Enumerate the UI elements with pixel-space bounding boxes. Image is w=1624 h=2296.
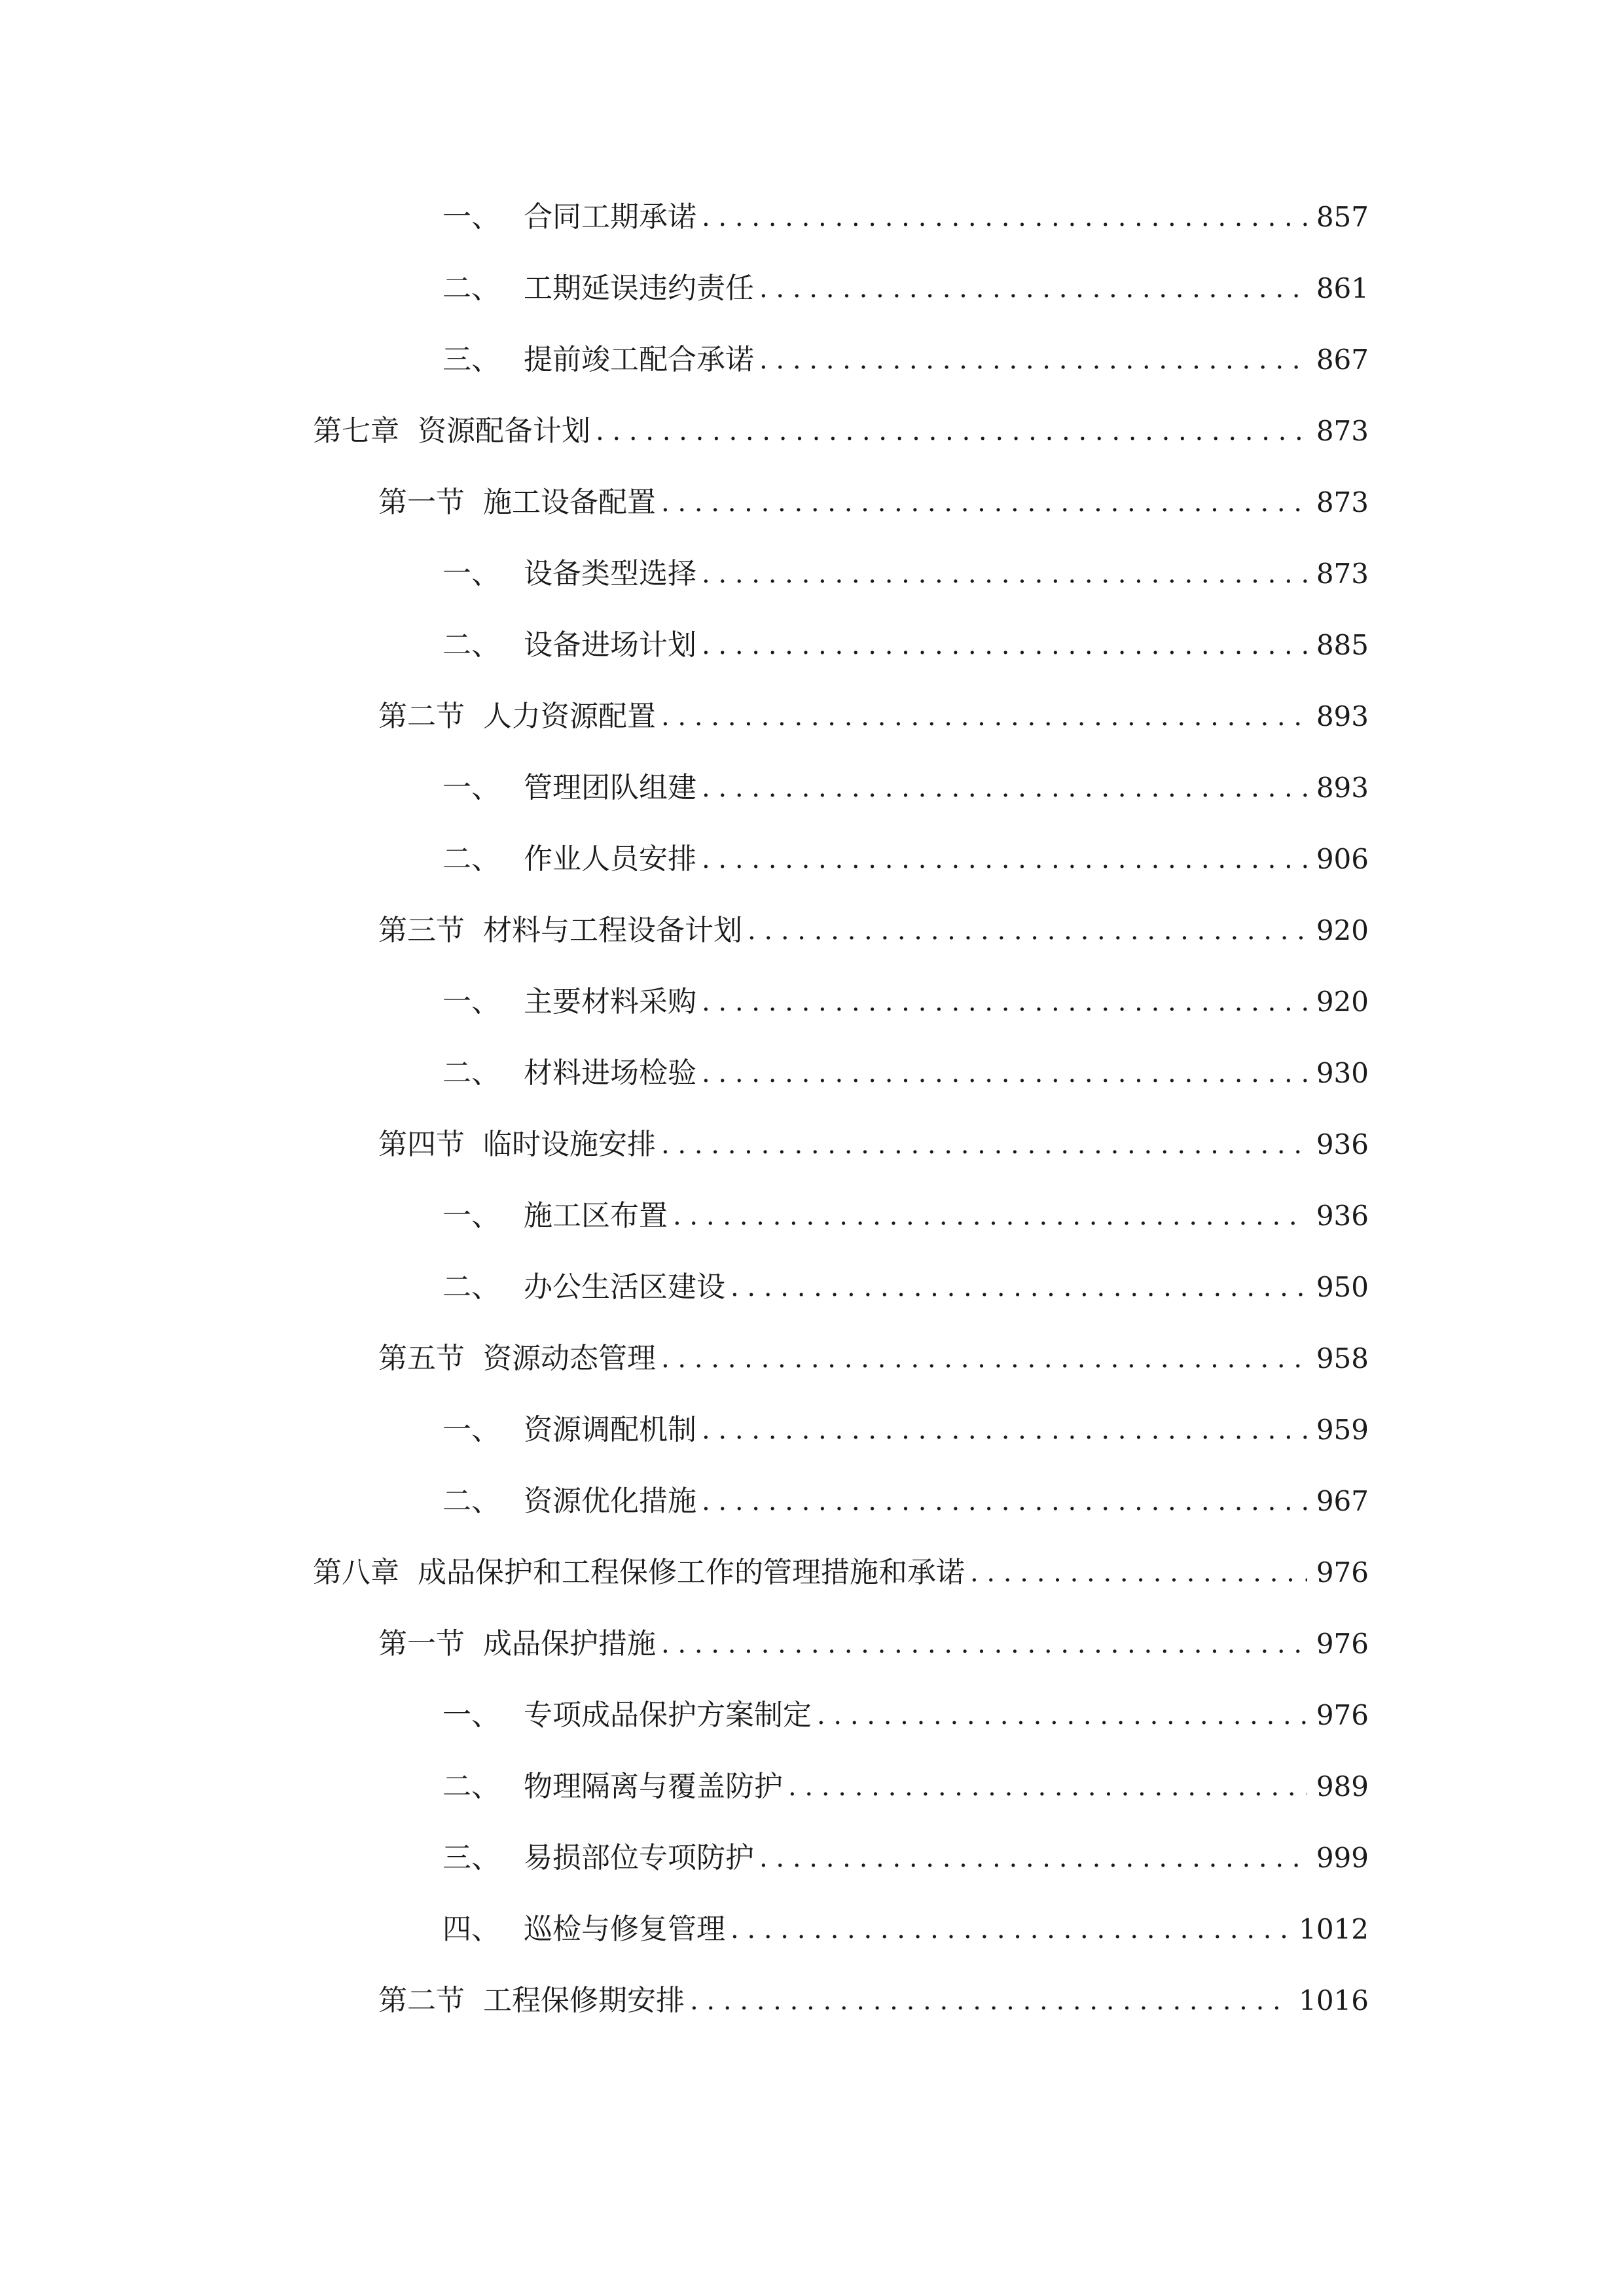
toc-entry-number: 第一节 bbox=[378, 486, 465, 519]
toc-entry-title: 巡检与修复管理 bbox=[524, 1912, 725, 1946]
toc-entry-title: 合同工期承诺 bbox=[524, 200, 696, 234]
toc-chapter-entry[interactable] bbox=[313, 405, 1369, 457]
toc-entry[interactable] bbox=[442, 334, 1369, 386]
toc-entry-title: 临时设施安排 bbox=[483, 1128, 656, 1161]
toc-section-entry[interactable] bbox=[378, 476, 1369, 529]
toc-entry-title: 主要材料采购 bbox=[524, 985, 696, 1018]
toc-entry-page: 976 bbox=[1316, 1699, 1369, 1731]
toc-section-entry[interactable] bbox=[378, 1119, 1369, 1171]
toc-section-entry[interactable] bbox=[378, 1333, 1369, 1385]
dot-leader bbox=[731, 1903, 1290, 1956]
toc-entry-number: 二、 bbox=[442, 1770, 500, 1803]
toc-section-entry[interactable] bbox=[378, 905, 1369, 957]
toc-entry-title: 设备进场计划 bbox=[524, 628, 696, 662]
toc-entry-page: 893 bbox=[1316, 772, 1369, 804]
toc-section-entry[interactable] bbox=[378, 1975, 1369, 2027]
toc-entry-title: 施工区布置 bbox=[524, 1199, 668, 1232]
dot-leader bbox=[702, 619, 1307, 672]
toc-entry-page: 893 bbox=[1316, 700, 1369, 732]
dot-leader bbox=[970, 1547, 1307, 1599]
toc-entry-number: 一、 bbox=[442, 771, 500, 804]
dot-leader bbox=[661, 1119, 1307, 1171]
toc-entry-page: 936 bbox=[1316, 1200, 1369, 1232]
toc-entry-number: 第一节 bbox=[378, 1627, 465, 1660]
toc-entry-title: 作业人员安排 bbox=[524, 842, 696, 876]
toc-entry-page: 873 bbox=[1316, 486, 1369, 518]
toc-entry-number: 一、 bbox=[442, 985, 500, 1018]
toc-entry[interactable] bbox=[442, 833, 1369, 886]
toc-entry-number: 第二节 bbox=[378, 700, 465, 733]
dot-leader bbox=[661, 476, 1307, 529]
toc-entry-title: 易损部位专项防护 bbox=[524, 1841, 754, 1874]
toc-entry-page: 906 bbox=[1316, 843, 1369, 875]
toc-entry[interactable] bbox=[442, 548, 1369, 600]
dot-leader bbox=[661, 1618, 1307, 1670]
toc-chapter-entry[interactable] bbox=[313, 1547, 1369, 1599]
dot-leader bbox=[673, 1190, 1307, 1242]
dot-leader bbox=[759, 334, 1307, 386]
toc-entry-page: 936 bbox=[1316, 1128, 1369, 1160]
dot-leader bbox=[596, 405, 1307, 457]
toc-entry-number: 一、 bbox=[442, 1698, 500, 1732]
toc-entry[interactable] bbox=[442, 1832, 1369, 1884]
dot-leader bbox=[731, 1261, 1307, 1314]
toc-entry-number: 第三节 bbox=[378, 914, 465, 947]
toc-entry-title: 材料进场检验 bbox=[524, 1056, 696, 1090]
toc-entry-page: 873 bbox=[1316, 558, 1369, 590]
dot-leader bbox=[759, 1832, 1307, 1884]
toc-entry-number: 四、 bbox=[442, 1912, 500, 1946]
toc-entry-page: 950 bbox=[1316, 1271, 1369, 1303]
toc-entry-number: 二、 bbox=[442, 272, 500, 305]
dot-leader bbox=[661, 691, 1307, 743]
toc-entry-number: 二、 bbox=[442, 1484, 500, 1518]
toc-entry-page: 857 bbox=[1316, 201, 1369, 233]
toc-entry-title: 人力资源配置 bbox=[483, 700, 656, 733]
toc-entry[interactable] bbox=[442, 762, 1369, 814]
toc-entry-title: 资源动态管理 bbox=[483, 1342, 656, 1375]
toc-entry-page: 967 bbox=[1316, 1485, 1369, 1517]
toc-entry-number: 一、 bbox=[442, 200, 500, 234]
toc-entry-number: 一、 bbox=[442, 1413, 500, 1446]
toc-entry-page: 930 bbox=[1316, 1057, 1369, 1089]
toc-entry-page: 958 bbox=[1316, 1342, 1369, 1374]
dot-leader bbox=[702, 1047, 1307, 1100]
toc-entry[interactable] bbox=[442, 1190, 1369, 1242]
toc-entry[interactable] bbox=[442, 1903, 1369, 1956]
dot-leader bbox=[690, 1975, 1290, 2027]
toc-entry-title: 提前竣工配合承诺 bbox=[524, 343, 754, 376]
toc-entry[interactable] bbox=[442, 976, 1369, 1028]
dot-leader bbox=[702, 191, 1307, 243]
toc-entry-number: 一、 bbox=[442, 557, 500, 590]
toc-entry-page: 959 bbox=[1316, 1414, 1369, 1446]
toc-entry-title: 资源配备计划 bbox=[418, 414, 590, 448]
toc-entry-number: 第二节 bbox=[378, 1984, 465, 2017]
dot-leader bbox=[702, 833, 1307, 886]
toc-entry-number: 第五节 bbox=[378, 1342, 465, 1375]
toc-entry[interactable] bbox=[442, 1761, 1369, 1813]
toc-entry-number: 第四节 bbox=[378, 1128, 465, 1161]
toc-section-entry[interactable] bbox=[378, 691, 1369, 743]
toc-entry-page: 885 bbox=[1316, 629, 1369, 661]
toc-entry[interactable] bbox=[442, 1261, 1369, 1314]
toc-entry-page: 861 bbox=[1316, 272, 1369, 304]
toc-entry-title: 成品保护和工程保修工作的管理措施和承诺 bbox=[418, 1556, 965, 1589]
toc-entry[interactable] bbox=[442, 619, 1369, 672]
toc-entry-number: 二、 bbox=[442, 1270, 500, 1304]
toc-entry[interactable] bbox=[442, 1689, 1369, 1742]
toc-entry-page: 976 bbox=[1316, 1556, 1369, 1588]
toc-entry-number: 三、 bbox=[442, 1841, 500, 1874]
toc-entry-page: 999 bbox=[1316, 1842, 1369, 1874]
toc-entry-title: 管理团队组建 bbox=[524, 771, 696, 804]
toc-entry-title: 专项成品保护方案制定 bbox=[524, 1698, 812, 1732]
dot-leader bbox=[702, 1475, 1307, 1528]
toc-entry-page: 1016 bbox=[1299, 1984, 1369, 2017]
dot-leader bbox=[702, 762, 1307, 814]
toc-entry-page: 873 bbox=[1316, 415, 1369, 447]
toc-entry[interactable] bbox=[442, 191, 1369, 243]
toc-entry-title: 办公生活区建设 bbox=[524, 1270, 725, 1304]
toc-entry-number: 第七章 bbox=[313, 414, 399, 448]
toc-entry-title: 成品保护措施 bbox=[483, 1627, 656, 1660]
toc-entry-page: 920 bbox=[1316, 986, 1369, 1018]
toc-entry-title: 设备类型选择 bbox=[524, 557, 696, 590]
toc-entry-number: 第八章 bbox=[313, 1556, 399, 1589]
toc-entry-title: 施工设备配置 bbox=[483, 486, 656, 519]
dot-leader bbox=[702, 548, 1307, 600]
dot-leader bbox=[661, 1333, 1307, 1385]
toc-entry-number: 三、 bbox=[442, 343, 500, 376]
toc-entry-number: 二、 bbox=[442, 1056, 500, 1090]
toc-entry-page: 989 bbox=[1316, 1770, 1369, 1803]
toc-entry-title: 工期延误违约责任 bbox=[524, 272, 754, 305]
toc-entry[interactable] bbox=[442, 262, 1369, 315]
toc-entry[interactable] bbox=[442, 1475, 1369, 1528]
toc-entry-number: 二、 bbox=[442, 842, 500, 876]
dot-leader bbox=[702, 1404, 1307, 1456]
toc-entry-page: 976 bbox=[1316, 1628, 1369, 1660]
dot-leader bbox=[788, 1761, 1307, 1813]
toc-entry-title: 物理隔离与覆盖防护 bbox=[524, 1770, 783, 1803]
toc-entry-title: 工程保修期安排 bbox=[483, 1984, 685, 2017]
toc-entry-title: 材料与工程设备计划 bbox=[483, 914, 742, 947]
toc-entry-page: 1012 bbox=[1299, 1913, 1369, 1945]
toc-entry[interactable] bbox=[442, 1047, 1369, 1100]
dot-leader bbox=[702, 976, 1307, 1028]
dot-leader bbox=[748, 905, 1307, 957]
toc-entry-title: 资源优化措施 bbox=[524, 1484, 696, 1518]
toc-entry-number: 二、 bbox=[442, 628, 500, 662]
toc-entry-page: 920 bbox=[1316, 914, 1369, 946]
toc-entry-number: 一、 bbox=[442, 1199, 500, 1232]
toc-entry-title: 资源调配机制 bbox=[524, 1413, 696, 1446]
dot-leader bbox=[759, 262, 1307, 315]
dot-leader bbox=[817, 1689, 1307, 1742]
toc-entry[interactable] bbox=[442, 1404, 1369, 1456]
toc-section-entry[interactable] bbox=[378, 1618, 1369, 1670]
toc-entry-page: 867 bbox=[1316, 344, 1369, 376]
